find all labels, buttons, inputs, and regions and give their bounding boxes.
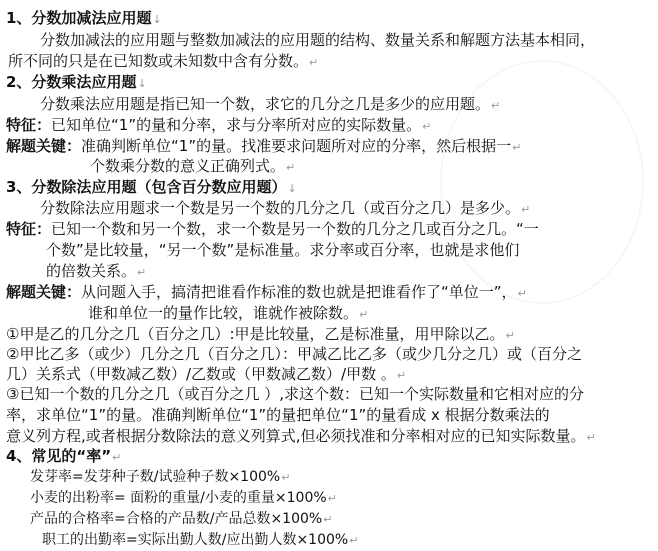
section-4-title: 4、常见的“率”↵ (6, 447, 122, 465)
section-2-title: 2、分数乘法应用题↓ (6, 73, 147, 91)
case-3-line-3: 意义列方程,或者根据分数除法的意义列算式,但必须找准和分率相对应的已知实际数量。↵ (6, 427, 596, 445)
section-2-paragraph: 分数乘法应用题是指已知一个数，求它的几分之几是多少的应用题。↵ (40, 95, 501, 113)
section-3-feature-line-2: 个数”是比较量，“另一个数”是标准量。求分率或百分率，也就是求他们 (46, 241, 520, 259)
section-3-key-line-1: 解题关键：从问题入手，搞清把谁看作标准的数也就是把谁看作了“单位一”，↵ (6, 283, 527, 301)
section-1-paragraph-line-1: 分数加减法的应用题与整数加减法的应用题的结构、数量关系和解题方法基本相同， (40, 31, 596, 49)
formula-flour-yield-rate: 小麦的出粉率= 面粉的重量/小麦的重量×100%↵ (30, 490, 337, 506)
case-2-line-1: ②甲比乙多（或少）几分之几（百分之几）：甲减乙比乙多（或少几分之几）或（百分之 (6, 345, 582, 363)
case-3-line-2: 率，求单位“1”的量。准确判断单位“1”的量把单位“1”的量看成 x 根据分数乘法的 (6, 406, 550, 424)
formula-qualified-rate: 产品的合格率=合格的产品数/产品总数×100%↵ (30, 511, 333, 527)
formula-germination-rate: 发芽率=发芽种子数/试验种子数×100%↵ (30, 469, 291, 485)
section-3-paragraph: 分数除法应用题求一个数是另一个数的几分之几（或百分之几）是多少。↵ (40, 199, 531, 217)
section-2-key-line-2: 个数乘分数的意义正确列式。↵ (90, 157, 296, 175)
section-3-feature-line-1: 特征：已知一个数和另一个数，求一个数是另一个数的几分之几或百分之几。“一 (6, 220, 539, 238)
section-2-feature: 特征：已知单位“1”的量和分率，求与分率所对应的实际数量。↵ (6, 116, 432, 134)
section-1-paragraph-line-2: 所不同的只是在已知数或未知数中含有分数。↵ (8, 52, 319, 70)
section-3-key-line-2: 谁和单位一的量作比较，谁就作被除数。↵ (88, 304, 369, 322)
section-2-key-line-1: 解题关键：准确判断单位“1”的量。找准要求问题所对应的分率，然后根据一↵ (6, 137, 522, 155)
section-3-title: 3、分数除法应用题（包含百分数应用题）↓ (6, 178, 297, 196)
case-3-line-1: ③已知一个数的几分之几（或百分之几 ）,求这个数：已知一个实际数量和它相对应的分 (6, 385, 584, 403)
case-2-line-2: 几）关系式（甲数减乙数）/乙数或（甲数减乙数）/甲数 。↵ (6, 365, 407, 383)
case-1: ①甲是乙的几分之几（百分之几）:甲是比较量，乙是标准量，用甲除以乙。↵ (6, 325, 515, 343)
section-3-feature-line-3: 的倍数关系。↵ (46, 262, 147, 280)
formula-attendance-rate: 职工的出勤率=实际出勤人数/应出勤人数×100%↵ (42, 532, 359, 548)
section-1-title: 1、分数加减法应用题↓ (6, 9, 162, 27)
